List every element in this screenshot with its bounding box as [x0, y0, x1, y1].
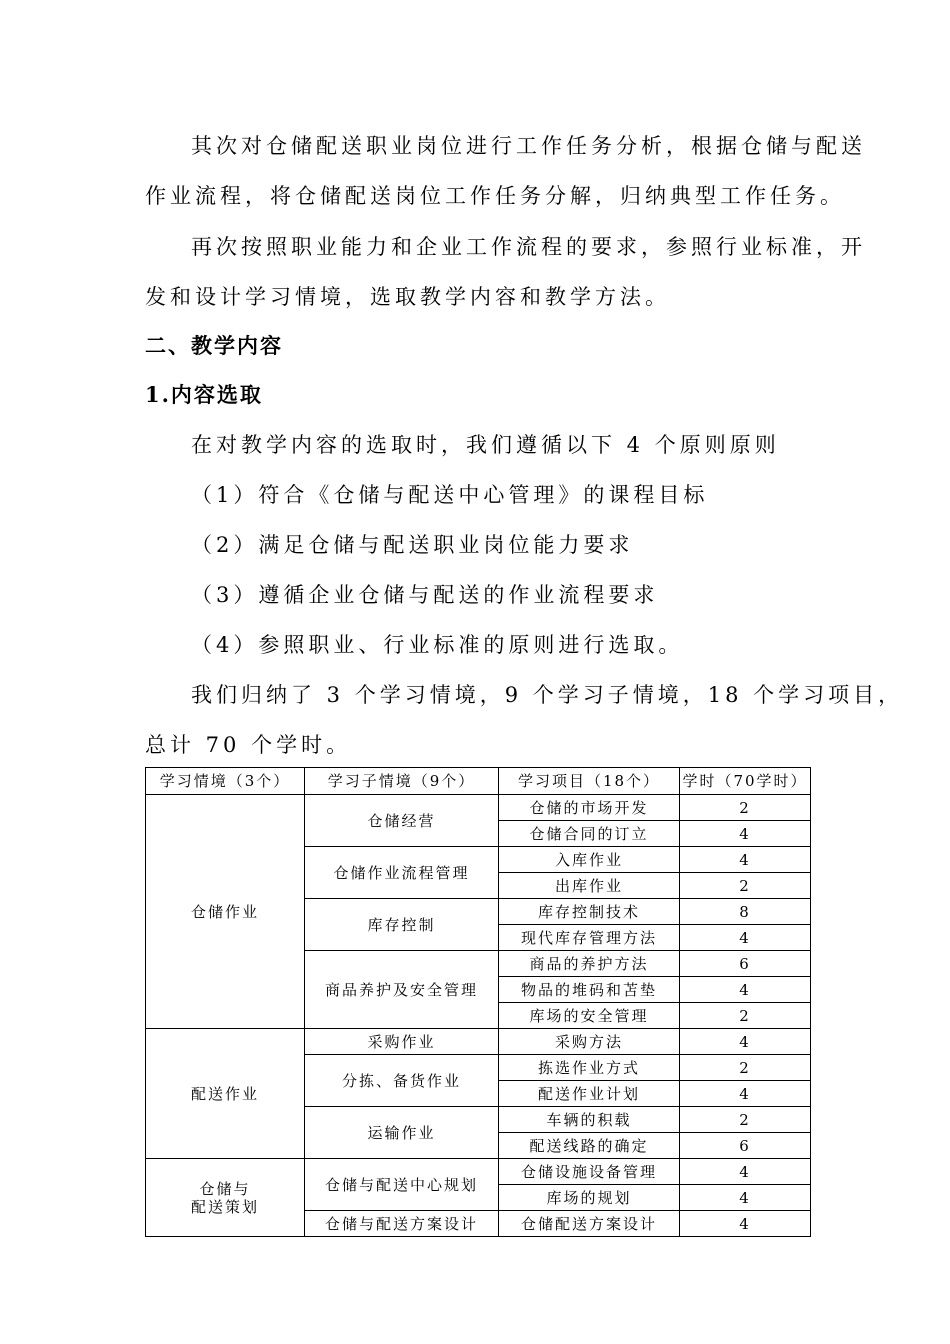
paragraph-line: 发和设计学习情境，选取教学内容和教学方法。 — [145, 285, 670, 309]
hours-cell: 4 — [680, 1081, 811, 1107]
hours-cell: 8 — [680, 899, 811, 925]
project-cell: 物品的堆码和苫垫 — [499, 977, 680, 1003]
hours-cell: 6 — [680, 1133, 811, 1159]
project-cell: 车辆的积载 — [499, 1107, 680, 1133]
paragraph-line: 其次对仓储配送职业岗位进行工作任务分析，根据仓储与配送 — [191, 134, 866, 158]
sub-situation-cell: 仓储与配送方案设计 — [305, 1211, 499, 1237]
sub-situation-cell: 仓储作业流程管理 — [305, 847, 499, 899]
situation-cell: 配送作业 — [146, 1029, 305, 1159]
situation-cell: 仓储作业 — [146, 795, 305, 1029]
project-cell: 入库作业 — [499, 847, 680, 873]
hours-cell: 4 — [680, 925, 811, 951]
hours-cell: 2 — [680, 873, 811, 899]
hours-cell: 4 — [680, 1159, 811, 1185]
hours-cell: 4 — [680, 1185, 811, 1211]
principle-item: （2）满足仓储与配送职业岗位能力要求 — [191, 533, 634, 557]
project-cell: 仓储合同的订立 — [499, 821, 680, 847]
project-cell: 仓储设施设备管理 — [499, 1159, 680, 1185]
hours-cell: 4 — [680, 847, 811, 873]
table-row — [146, 1159, 811, 1185]
table-header-cell: 学习子情境（9个） — [305, 768, 499, 795]
sub-situation-cell: 库存控制 — [305, 899, 499, 951]
summary-line: 总计 70 个学时。 — [145, 733, 352, 757]
hours-cell: 6 — [680, 951, 811, 977]
intro-line: 在对教学内容的选取时，我们遵循以下 4 个原则原则 — [191, 433, 780, 457]
project-cell: 仓储的市场开发 — [499, 795, 680, 821]
hours-cell: 2 — [680, 795, 811, 821]
principle-item: （1）符合《仓储与配送中心管理》的课程目标 — [191, 483, 709, 507]
project-cell: 拣选作业方式 — [499, 1055, 680, 1081]
project-cell: 现代库存管理方法 — [499, 925, 680, 951]
principle-item: （3）遵循企业仓储与配送的作业流程要求 — [191, 583, 659, 607]
paragraph-line: 作业流程，将仓储配送岗位工作任务分解，归纳典型工作任务。 — [145, 184, 845, 208]
hours-cell: 2 — [680, 1107, 811, 1133]
sub-heading: 1.内容选取 — [145, 382, 263, 407]
sub-situation-cell: 分拣、备货作业 — [305, 1055, 499, 1107]
table-header-cell: 学习项目（18个） — [499, 768, 680, 795]
hours-cell: 4 — [680, 1029, 811, 1055]
sub-situation-cell: 运输作业 — [305, 1107, 499, 1159]
project-cell: 库场的规划 — [499, 1185, 680, 1211]
hours-cell: 2 — [680, 1055, 811, 1081]
section-heading: 二、教学内容 — [145, 333, 283, 358]
project-cell: 库场的安全管理 — [499, 1003, 680, 1029]
table-header-cell: 学时（70学时） — [680, 768, 811, 795]
sub-situation-cell: 采购作业 — [305, 1029, 499, 1055]
table-header-row — [146, 768, 811, 795]
hours-cell: 4 — [680, 977, 811, 1003]
paragraph-line: 再次按照职业能力和企业工作流程的要求，参照行业标准，开 — [191, 235, 866, 259]
hours-cell: 2 — [680, 1003, 811, 1029]
sub-situation-cell: 商品养护及安全管理 — [305, 951, 499, 1029]
situation-cell — [146, 1159, 305, 1237]
project-cell: 出库作业 — [499, 873, 680, 899]
project-cell: 库存控制技术 — [499, 899, 680, 925]
situation-label-line: 配送策划 — [190, 1197, 259, 1216]
sub-situation-cell: 仓储经营 — [305, 795, 499, 847]
course-table — [145, 767, 811, 1237]
project-cell: 商品的养护方法 — [499, 951, 680, 977]
principle-item: （4）参照职业、行业标准的原则进行选取。 — [191, 633, 684, 657]
project-cell: 配送线路的确定 — [499, 1133, 680, 1159]
summary-line: 我们归纳了 3 个学习情境，9 个学习子情境，18 个学习项目， — [191, 683, 904, 707]
situation-label-line: 仓储与 — [199, 1179, 251, 1198]
table-row — [146, 1029, 811, 1055]
sub-situation-cell: 仓储与配送中心规划 — [305, 1159, 499, 1211]
project-cell: 采购方法 — [499, 1029, 680, 1055]
table-header-cell: 学习情境（3个） — [146, 768, 305, 795]
project-cell: 配送作业计划 — [499, 1081, 680, 1107]
hours-cell: 4 — [680, 1211, 811, 1237]
table-row — [146, 795, 811, 821]
project-cell: 仓储配送方案设计 — [499, 1211, 680, 1237]
hours-cell: 4 — [680, 821, 811, 847]
